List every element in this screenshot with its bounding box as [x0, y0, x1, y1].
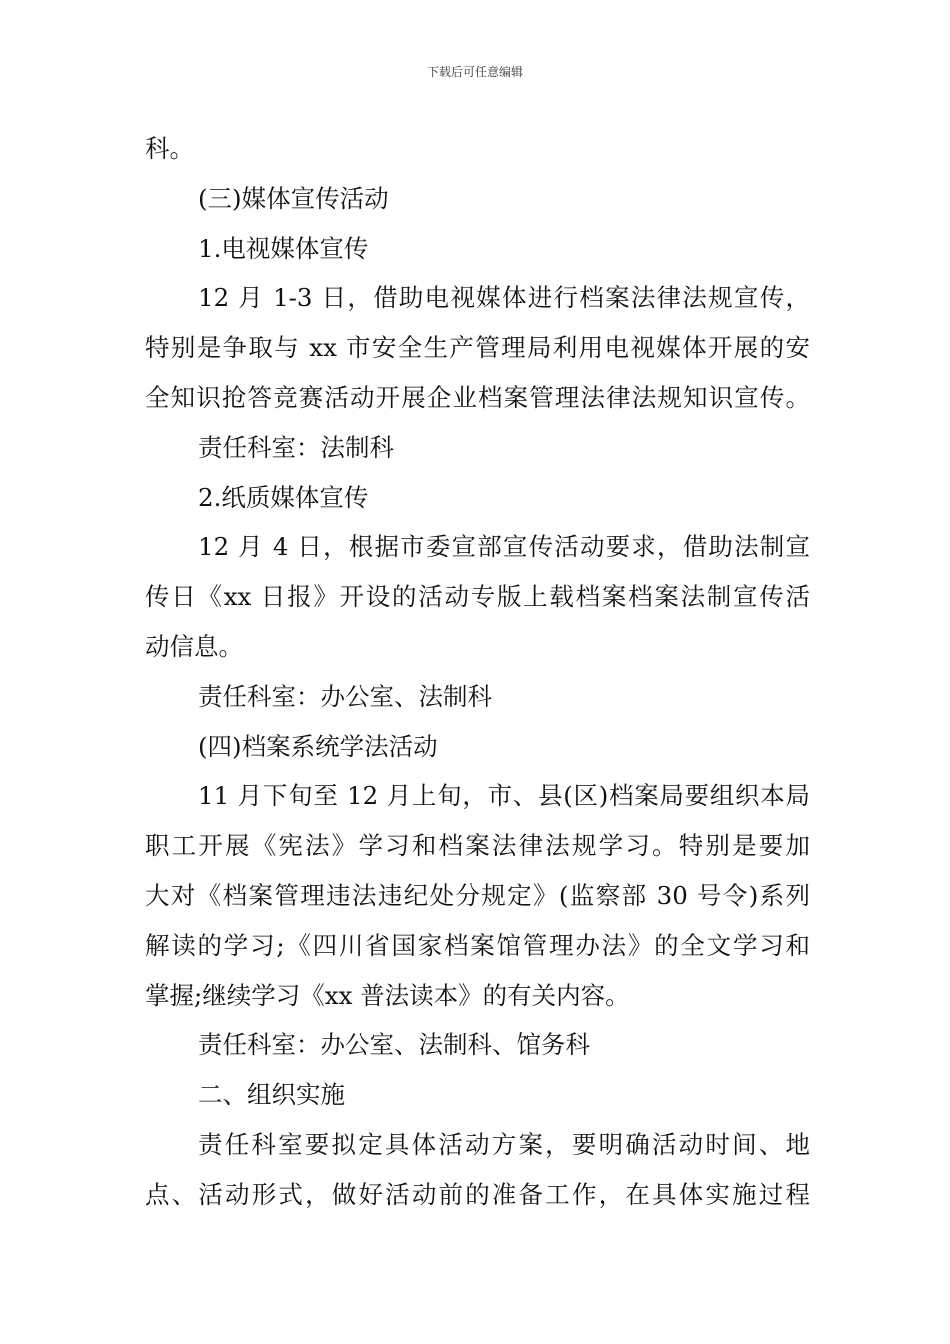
paragraph-line: 解读的学习;《四川省国家档案馆管理办法》的全文学习和: [145, 930, 810, 960]
responsible-office-line: 责任科室：法制科: [198, 432, 394, 462]
paragraph-line: 12 月 1-3 日，借助电视媒体进行档案法律法规宣传，: [198, 283, 810, 313]
section-heading: 二、组织实施: [198, 1080, 345, 1110]
section-heading: (三)媒体宣传活动: [198, 183, 389, 213]
section-heading: (四)档案系统学法活动: [198, 731, 438, 761]
subsection-heading: 2.纸质媒体宣传: [198, 482, 369, 512]
paragraph-line: 科。: [145, 134, 194, 163]
paragraph-line: 11 月下旬至 12 月上旬，市、县(区)档案局要组织本局: [198, 781, 810, 811]
subsection-heading: 1.电视媒体宣传: [198, 233, 369, 263]
paragraph-line: 点、活动形式，做好活动前的准备工作，在具体实施过程: [145, 1179, 810, 1209]
page-header-note: 下载后可任意编辑: [426, 65, 523, 79]
responsible-office-line: 责任科室：办公室、法制科: [198, 681, 492, 711]
paragraph-line: 大对《档案管理违法违纪处分规定》(监察部 30 号令)系列: [145, 880, 810, 910]
responsible-office-line: 责任科室：办公室、法制科、馆务科: [198, 1030, 590, 1060]
paragraph-line: 全知识抢答竞赛活动开展企业档案管理法律法规知识宣传。: [145, 382, 810, 412]
paragraph-line: 责任科室要拟定具体活动方案，要明确活动时间、地: [198, 1129, 810, 1159]
paragraph-line: 掌握;继续学习《xx 普法读本》的有关内容。: [145, 980, 630, 1010]
paragraph-line: 特别是争取与 xx 市安全生产管理局利用电视媒体开展的安: [145, 333, 810, 363]
paragraph-line: 动信息。: [145, 631, 243, 661]
paragraph-line: 传日《xx 日报》开设的活动专版上载档案档案法制宣传活: [145, 582, 810, 612]
paragraph-line: 职工开展《宪法》学习和档案法律法规学习。特别是要加: [145, 831, 810, 861]
paragraph-line: 12 月 4 日，根据市委宣部宣传活动要求，借助法制宣: [198, 532, 810, 562]
document-body: [145, 124, 810, 1220]
